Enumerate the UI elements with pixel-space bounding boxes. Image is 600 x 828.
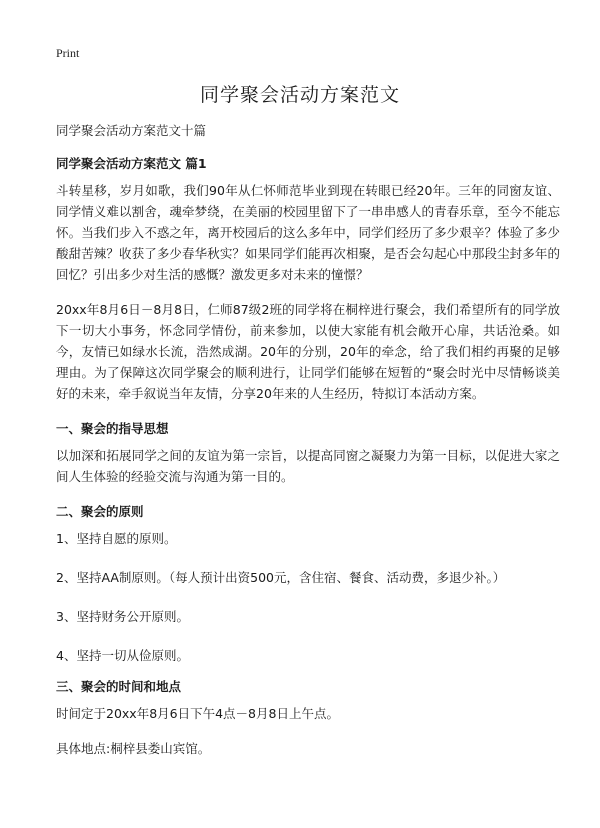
section-1-body: 以加深和拓展同学之间的友谊为第一宗旨，以提高同窗之凝聚力为第一目标，以促进大家之间人生体验的经验交流与沟通为第一目的。 [56,448,560,484]
intro-paragraph-1: 斗转星移，岁月如歌，我们90年从仁怀师范毕业到现在转眼已经20年。三年的同窗友谊、同学情义难以割舍，魂牵梦绕，在美丽的校园里留下了一串串感人的青春乐章，至今不能忘怀。当我们步入不惑之年，离开校园后的这么多年中，同学们经历了多少艰辛？体验了多少酸甜苦辣？收获了多少春华秋实？如果同学们能再次相聚，是否会勾起心中那段尘封多年的回忆？引出多少对生活的感慨？激发更多对未来的憧憬？ [56,183,560,282]
intro-paragraph-2: 20xx年8月6日－8月8日，仁师87级2班的同学将在桐梓进行聚会，我们希望所有的同学放下一切大小事务，怀念同学情份，前来参加，以使大家能有机会敞开心扉，共话沧桑。如今，友情已如绿水长流，浩然成湖。20年的分别，20年的牵念，给了我们相约再聚的足够理由。为了保障这次同学聚会的顺利进行，让同学们能够在短暂的“聚会时光中尽情畅谈美好的未来，牵手叙说当年友情，分享20年来的人生经历，特拟订本活动方案。 [56,302,560,401]
principle-item-2: 2、坚持AA制原则。（每人预计出资500元，含住宿、餐食、活动费，多退少补。） [56,570,506,585]
section-1-heading: 一、聚会的指导思想 [56,421,169,436]
principle-item-3: 3、坚持财务公开原则。 [56,609,189,624]
meeting-location: 具体地点:桐梓县娄山宾馆。 [56,741,211,756]
print-label[interactable]: Print [56,46,80,60]
meeting-time: 时间定于20xx年8月6日下午4点－8月8日上午点。 [56,706,339,721]
document-subtitle: 同学聚会活动方案范文十篇 [56,123,207,138]
section-3-heading: 三、聚会的时间和地点 [56,679,182,694]
chapter-heading: 同学聚会活动方案范文 篇1 [56,156,207,171]
page-title: 同学聚会活动方案范文 [199,84,400,106]
principle-item-4: 4、坚持一切从俭原则。 [56,648,189,663]
document-body [56,120,560,773]
principle-item-1: 1、坚持自愿的原则。 [56,531,177,546]
section-2-heading: 二、聚会的原则 [56,504,144,519]
